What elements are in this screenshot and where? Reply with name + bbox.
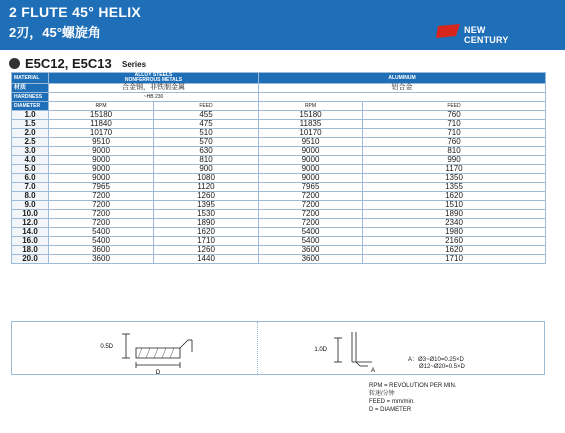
material-label-cn: 材质	[12, 84, 49, 93]
aluminum-rpm-cell: 11835	[259, 120, 363, 129]
alloy-rpm-cell: 7200	[49, 210, 154, 219]
diameter-cell: 12.0	[12, 219, 49, 228]
legend	[369, 382, 457, 414]
alloy-rpm-cell: 7965	[49, 183, 154, 192]
depth-note-1: A：Ø3~Ø10=0.25×D	[408, 357, 464, 363]
alloy-feed-cell: 1260	[154, 192, 259, 201]
aluminum-feed-cell: 710	[363, 120, 546, 129]
alloy-feed-cell: 1440	[154, 255, 259, 264]
aluminum-rpm-cell: 7200	[259, 201, 363, 210]
aluminum-rpm-cell: 7200	[259, 192, 363, 201]
aluminum-rpm-cell: 9000	[259, 174, 363, 183]
aluminum-rpm-cell: 7200	[259, 210, 363, 219]
diagram-drawing	[12, 322, 546, 376]
alloy-feed-cell: 1530	[154, 210, 259, 219]
legend-diameter: D = DIAMETER	[369, 407, 412, 413]
diameter-cell: 7.0	[12, 183, 49, 192]
group2-hardness	[259, 93, 546, 102]
group1-rpm-header: RPM	[49, 102, 154, 111]
alloy-rpm-cell: 10170	[49, 129, 154, 138]
hardness-row	[12, 93, 546, 102]
aluminum-feed-cell: 1355	[363, 183, 546, 192]
aluminum-rpm-cell: 9000	[259, 165, 363, 174]
alloy-feed-cell: 510	[154, 129, 259, 138]
brand-logo-text: NEW CENTURY	[464, 25, 509, 45]
alloy-rpm-cell: 5400	[49, 228, 154, 237]
legend-rpm: RPM = REVOLUTION PER MIN.	[369, 383, 457, 389]
diameter-cell: 4.0	[12, 156, 49, 165]
alloy-feed-cell: 1710	[154, 237, 259, 246]
alloy-feed-cell: 810	[154, 156, 259, 165]
aluminum-feed-cell: 1980	[363, 228, 546, 237]
aluminum-feed-cell: 2340	[363, 219, 546, 228]
aluminum-feed-cell: 760	[363, 138, 546, 147]
alloy-feed-cell: 1620	[154, 228, 259, 237]
alloy-feed-cell: 570	[154, 138, 259, 147]
alloy-rpm-cell: 9000	[49, 165, 154, 174]
group2-name: ALUMINUM	[259, 73, 546, 84]
aluminum-rpm-cell: 9000	[259, 156, 363, 165]
alloy-rpm-cell: 15180	[49, 111, 154, 120]
aluminum-rpm-cell: 7200	[259, 219, 363, 228]
diameter-cell: 2.5	[12, 138, 49, 147]
alloy-rpm-cell: 9000	[49, 174, 154, 183]
legend-rpm-cn: 转速/分钟	[369, 391, 395, 397]
alloy-rpm-cell: 3600	[49, 246, 154, 255]
group2-rpm-header: RPM	[259, 102, 363, 111]
alloy-rpm-cell: 9000	[49, 156, 154, 165]
alloy-rpm-cell: 7200	[49, 219, 154, 228]
aluminum-feed-cell: 810	[363, 147, 546, 156]
group1-hardness: ~HB 230	[49, 93, 259, 102]
aluminum-rpm-cell: 9000	[259, 147, 363, 156]
alloy-feed-cell: 900	[154, 165, 259, 174]
legend-feed: FEED = mm/min.	[369, 399, 415, 405]
material-label: MATERIAL	[12, 73, 49, 84]
aluminum-rpm-cell: 9510	[259, 138, 363, 147]
diameter-cell: 2.0	[12, 129, 49, 138]
aluminum-feed-cell: 990	[363, 156, 546, 165]
aluminum-rpm-cell: 5400	[259, 237, 363, 246]
brand-logo	[436, 20, 524, 45]
diameter-cell: 14.0	[12, 228, 49, 237]
diameter-cell: 10.0	[12, 210, 49, 219]
aluminum-feed-cell: 1510	[363, 201, 546, 210]
aluminum-rpm-cell: 5400	[259, 228, 363, 237]
aluminum-rpm-cell: 3600	[259, 246, 363, 255]
aluminum-feed-cell: 1620	[363, 246, 546, 255]
series-codes: E5C12, E5C13	[25, 56, 112, 71]
diameter-cell: 9.0	[12, 201, 49, 210]
diameter-cell: 18.0	[12, 246, 49, 255]
alloy-rpm-cell: 7200	[49, 192, 154, 201]
aluminum-feed-cell: 1710	[363, 255, 546, 264]
right-a-label: A	[371, 368, 376, 374]
series-word: Series	[122, 60, 147, 69]
depth-of-cut-diagram	[11, 321, 545, 375]
alloy-rpm-cell: 9510	[49, 138, 154, 147]
group1-name-cn: 合金钢，非铁制金属	[49, 84, 259, 93]
alloy-rpm-cell: 9000	[49, 147, 154, 156]
alloy-feed-cell: 455	[154, 111, 259, 120]
page-title: 2 FLUTE 45° HELIX	[9, 4, 142, 20]
alloy-feed-cell: 1080	[154, 174, 259, 183]
group2-feed-header: FEED	[363, 102, 546, 111]
diameter-label: DIAMETER	[12, 102, 49, 111]
alloy-feed-cell: 1890	[154, 219, 259, 228]
group1-feed-header: FEED	[154, 102, 259, 111]
alloy-rpm-cell: 5400	[49, 237, 154, 246]
aluminum-rpm-cell: 10170	[259, 129, 363, 138]
hardness-label: HARDNESS	[12, 93, 49, 102]
right-depth-label: 1.0D	[314, 347, 327, 353]
material-cn-row	[12, 84, 546, 93]
aluminum-feed-cell: 1890	[363, 210, 546, 219]
table-row	[12, 255, 546, 264]
diameter-cell: 16.0	[12, 237, 49, 246]
header-bar	[0, 0, 565, 50]
diameter-cell: 20.0	[12, 255, 49, 264]
diameter-cell: 1.0	[12, 111, 49, 120]
aluminum-feed-cell: 1170	[363, 165, 546, 174]
alloy-rpm-cell: 7200	[49, 201, 154, 210]
aluminum-feed-cell: 1620	[363, 192, 546, 201]
group2-name-cn: 铝合金	[259, 84, 546, 93]
aluminum-feed-cell: 710	[363, 129, 546, 138]
alloy-feed-cell: 1260	[154, 246, 259, 255]
left-depth-label: 0.5D	[100, 344, 113, 350]
group1-name	[49, 73, 259, 84]
depth-note-2: Ø12~Ø20=0.5×D	[419, 364, 465, 370]
aluminum-feed-cell: 760	[363, 111, 546, 120]
aluminum-feed-cell: 1350	[363, 174, 546, 183]
cutting-conditions-table	[11, 72, 546, 264]
alloy-feed-cell: 1395	[154, 201, 259, 210]
material-row	[12, 73, 546, 84]
brand-logo-mark-icon	[436, 24, 460, 38]
diameter-cell: 1.5	[12, 120, 49, 129]
alloy-feed-cell: 630	[154, 147, 259, 156]
diameter-cell: 5.0	[12, 165, 49, 174]
alloy-rpm-cell: 11840	[49, 120, 154, 129]
diameter-cell: 6.0	[12, 174, 49, 183]
aluminum-rpm-cell: 3600	[259, 255, 363, 264]
alloy-feed-cell: 475	[154, 120, 259, 129]
group1-name-en2: NONFERROUS METALS	[124, 77, 183, 83]
left-width-label: D	[155, 370, 161, 376]
page-subtitle: 2刃，45°螺旋角	[9, 25, 101, 40]
alloy-rpm-cell: 3600	[49, 255, 154, 264]
aluminum-rpm-cell: 7965	[259, 183, 363, 192]
diameter-cell: 3.0	[12, 147, 49, 156]
group1-name-en: ALLOY STEELS	[134, 72, 173, 78]
aluminum-rpm-cell: 15180	[259, 111, 363, 120]
series-bullet-icon	[9, 58, 20, 69]
diameter-cell: 8.0	[12, 192, 49, 201]
alloy-feed-cell: 1120	[154, 183, 259, 192]
aluminum-feed-cell: 2160	[363, 237, 546, 246]
